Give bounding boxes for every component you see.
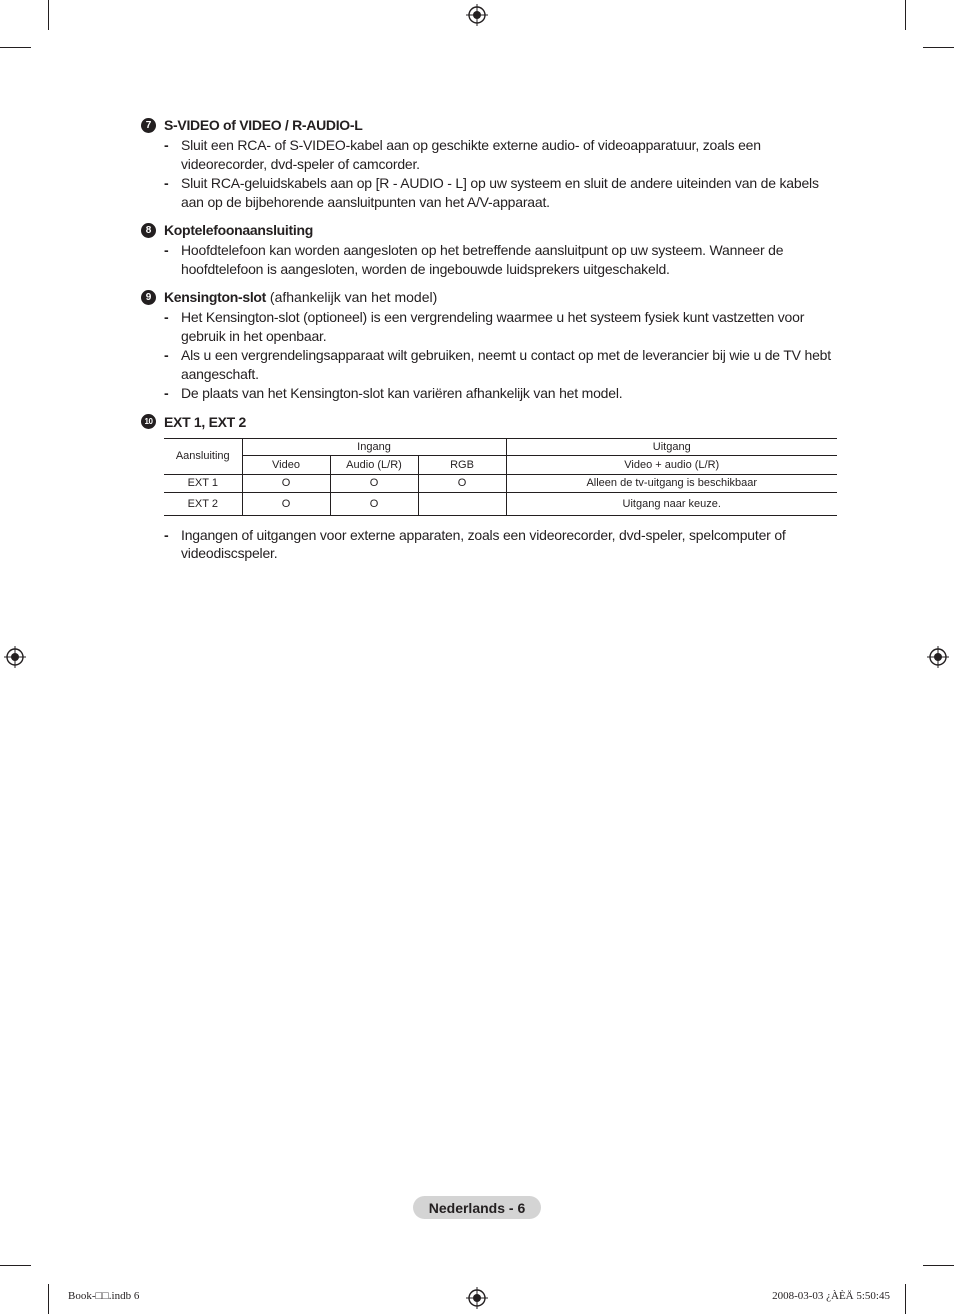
section-title: Koptelefoonaansluiting — [164, 222, 313, 238]
page-number-badge: Nederlands - 6 — [413, 1196, 541, 1219]
bullet-dash: - — [164, 242, 169, 258]
table-header-output-sub: Video + audio (L/R) — [506, 455, 837, 474]
bullet-list — [141, 526, 837, 563]
bullet-dash: - — [164, 526, 169, 543]
section-title: Kensington-slot — [164, 289, 267, 305]
table-cell-rgb: O — [418, 474, 506, 492]
table-cell-video: O — [242, 492, 330, 515]
table-cell-video: O — [242, 474, 330, 492]
crop-mark-icon — [48, 1284, 49, 1314]
list-item: - Hoofdtelefoon kan worden aangesloten op het betreffende aansluitpunt op uw systeem. Wanneer de hoofdtelefoon is aangesloten, worden de ingebouwde luidsprekers uitgeschakeld. — [164, 242, 784, 277]
section-number: 9 — [141, 290, 156, 305]
table-row — [164, 474, 837, 492]
page-content — [141, 115, 837, 572]
table-header-video: Video — [242, 455, 330, 474]
crop-mark-icon — [48, 0, 49, 30]
bullet-dash: - — [164, 175, 169, 191]
list-item: - Als u een vergrendelingsapparaat wilt gebruiken, neemt u contact op met de leverancier bij wie u de TV hebt aangeschaft. — [164, 347, 831, 382]
section-title: S-VIDEO of VIDEO / R-AUDIO-L — [164, 117, 363, 133]
table-cell-audio: O — [330, 474, 418, 492]
ext-connection-table — [164, 438, 837, 516]
registration-cross-icon — [466, 1287, 488, 1309]
section-title: EXT 1, EXT 2 — [164, 413, 246, 430]
section-heading — [141, 220, 837, 240]
crop-mark-icon — [923, 47, 954, 48]
registration-cross-icon — [4, 646, 26, 668]
table-header-connection: Aansluiting — [164, 438, 242, 474]
registration-cross-icon — [927, 646, 949, 668]
table-cell-name: EXT 2 — [164, 492, 242, 515]
table-row — [164, 492, 837, 515]
table-header-output: Uitgang — [506, 438, 837, 455]
section-heading — [141, 412, 837, 432]
table-cell-output: Alleen de tv-uitgang is beschikbaar — [506, 474, 837, 492]
section-kensington — [141, 287, 837, 403]
print-slug-left: Book-□□.indb 6 — [68, 1290, 140, 1302]
section-note: (afhankelijk van het model) — [266, 289, 438, 305]
section-number: 7 — [141, 118, 156, 133]
section-heading — [141, 287, 837, 307]
list-item: - Sluit een RCA- of S-VIDEO-kabel aan op geschikte externe audio- of videoapparatuur, zoals een videorecorder, dvd-speler of camcorder. — [164, 137, 761, 172]
bullet-list — [141, 241, 837, 278]
table-cell-output: Uitgang naar keuze. — [506, 492, 837, 515]
print-slug-right: 2008-03-03 ¿ÀÈÄ 5:50:45 — [772, 1290, 890, 1302]
crop-mark-icon — [0, 47, 31, 48]
bullet-dash: - — [164, 309, 169, 325]
section-number: 8 — [141, 223, 156, 238]
bullet-dash: - — [164, 347, 169, 363]
list-item: - Het Kensington-slot (optioneel) is een vergrendeling waarmee u het systeem fysiek kunt vastzetten voor gebruik in het openbaar. — [164, 309, 805, 344]
section-headphones — [141, 220, 837, 278]
list-item: - Ingangen of uitgangen voor externe apparaten, zoals een videorecorder, dvd-speler, spelcomputer of videodiscspeler. — [164, 526, 786, 561]
section-s-video — [141, 115, 837, 211]
section-number: 10 — [141, 414, 156, 429]
bullet-list — [141, 136, 837, 211]
section-ext — [141, 412, 837, 563]
crop-mark-icon — [0, 1265, 31, 1266]
table-header-rgb: RGB — [418, 455, 506, 474]
table-header-audio: Audio (L/R) — [330, 455, 418, 474]
table-header-input: Ingang — [242, 438, 506, 455]
list-item: - De plaats van het Kensington-slot kan variëren afhankelijk van het model. — [164, 385, 623, 401]
registration-cross-icon — [466, 4, 488, 26]
crop-mark-icon — [923, 1265, 954, 1266]
crop-mark-icon — [905, 1284, 906, 1314]
section-heading — [141, 115, 837, 135]
table-cell-audio: O — [330, 492, 418, 515]
list-item: - Sluit RCA-geluidskabels aan op [R - AUDIO - L] op uw systeem en sluit de andere uiteinden van de kabels aan op de bijbehorende aansluitpunten van het A/V-apparaat. — [164, 175, 819, 210]
table-cell-rgb — [418, 492, 506, 515]
table-cell-name: EXT 1 — [164, 474, 242, 492]
bullet-list — [141, 308, 837, 403]
bullet-dash: - — [164, 385, 169, 401]
bullet-dash: - — [164, 137, 169, 153]
crop-mark-icon — [905, 0, 906, 30]
